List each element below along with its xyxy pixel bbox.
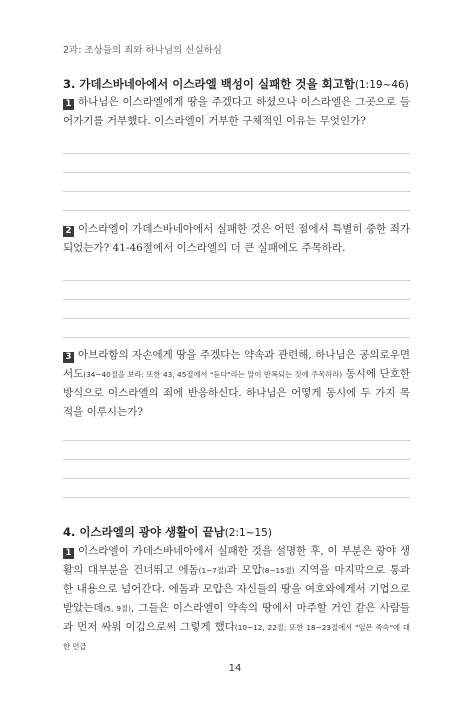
answer-line (63, 441, 410, 460)
question-number-badge: 1 (63, 548, 74, 559)
question-text: 아브라함의 자손에게 땅을 주겠다는 약속과 관련해, 하나님은 공의로우면서도 (63, 349, 410, 380)
scripture-note: (34~40절을 보라: 또한 43, 45절에서 "듣다"라는 말이 반복되는 것에 주목하라) (83, 370, 343, 379)
question-text: 이스라엘이 가데스바네아에서 실패한 것은 어떤 점에서 특별히 중한 죄가 되었는가? 41-46절에서 이스라엘의 더 큰 실패에도 주목하라. (63, 223, 410, 254)
question-text: , 그들은 이스라엘이 약속의 땅에서 마주할 거인 같은 사람들과 먼저 싸워 이김으로써 그렇게 했다 (63, 602, 410, 633)
question-text: 하나님은 이스라엘에게 땅을 주겠다고 하셨으나 이스라엘은 그곳으로 들어가기를 거부했다. 이스라엘이 거부한 구체적인 이유는 무엇인가? (63, 96, 410, 127)
question-text: 과 모압 (226, 564, 262, 576)
scripture-note: (8~15절) (261, 566, 295, 575)
scripture-note: (5, 9절) (103, 604, 131, 613)
answer-line (63, 479, 410, 498)
scripture-note: (1~7절) (198, 566, 227, 575)
answer-line (63, 460, 410, 479)
section-4-title (63, 524, 272, 540)
question-number-badge: 2 (63, 226, 74, 237)
answer-line (63, 319, 410, 338)
answer-line (63, 154, 410, 173)
page-number: 14 (228, 663, 242, 674)
section-4-title-text: 4. 이스라엘의 광야 생활이 끝남 (63, 525, 225, 539)
question-3-2 (63, 220, 410, 258)
scripture-note: (10~12, 22절; 또한 18~23절에서 "임몬 족속"에 대한 언급 (63, 623, 410, 651)
answer-lines-3-2 (63, 262, 410, 338)
section-3-title (63, 76, 409, 92)
question-3-1 (63, 93, 410, 131)
question-number-badge: 1 (63, 99, 74, 110)
answer-line (63, 262, 410, 281)
question-text: 동시에 단호한 방식으로 이스라엘의 죄에 반응하신다. 하나님은 어떻게 동시에 두 가지 목적을 이루시는가? (63, 368, 411, 418)
question-text: 지역을 마지막으로 통과한 내용으로 넘어간다. 에돔과 모압은 자신들의 땅을 여호와에게서 기업으로 받았는데 (63, 564, 410, 614)
answer-line (63, 192, 410, 211)
answer-lines-3-3 (63, 422, 410, 498)
answer-line (63, 281, 410, 300)
section-4-ref: (2:1~15) (224, 527, 272, 539)
question-4-1 (63, 542, 410, 656)
section-3-title-text: 3. 가데스바네아에서 이스라엘 백성이 실패한 것을 회고함 (63, 77, 355, 91)
answer-line (63, 300, 410, 319)
section-3-ref: (1:19~46) (354, 79, 409, 91)
question-3-3 (63, 346, 410, 422)
question-text: 이스라엘이 가데스바네아에서 실패한 것을 설명한 후, 이 부분은 광야 생활의 대부분을 건너뛰고 에돔 (63, 545, 410, 576)
running-head: 2과: 조상들의 죄와 하나님의 신실하심 (63, 45, 222, 56)
question-number-badge: 3 (63, 352, 74, 363)
answer-line (63, 173, 410, 192)
answer-lines-3-1 (63, 135, 410, 211)
answer-line (63, 422, 410, 441)
answer-line (63, 135, 410, 154)
